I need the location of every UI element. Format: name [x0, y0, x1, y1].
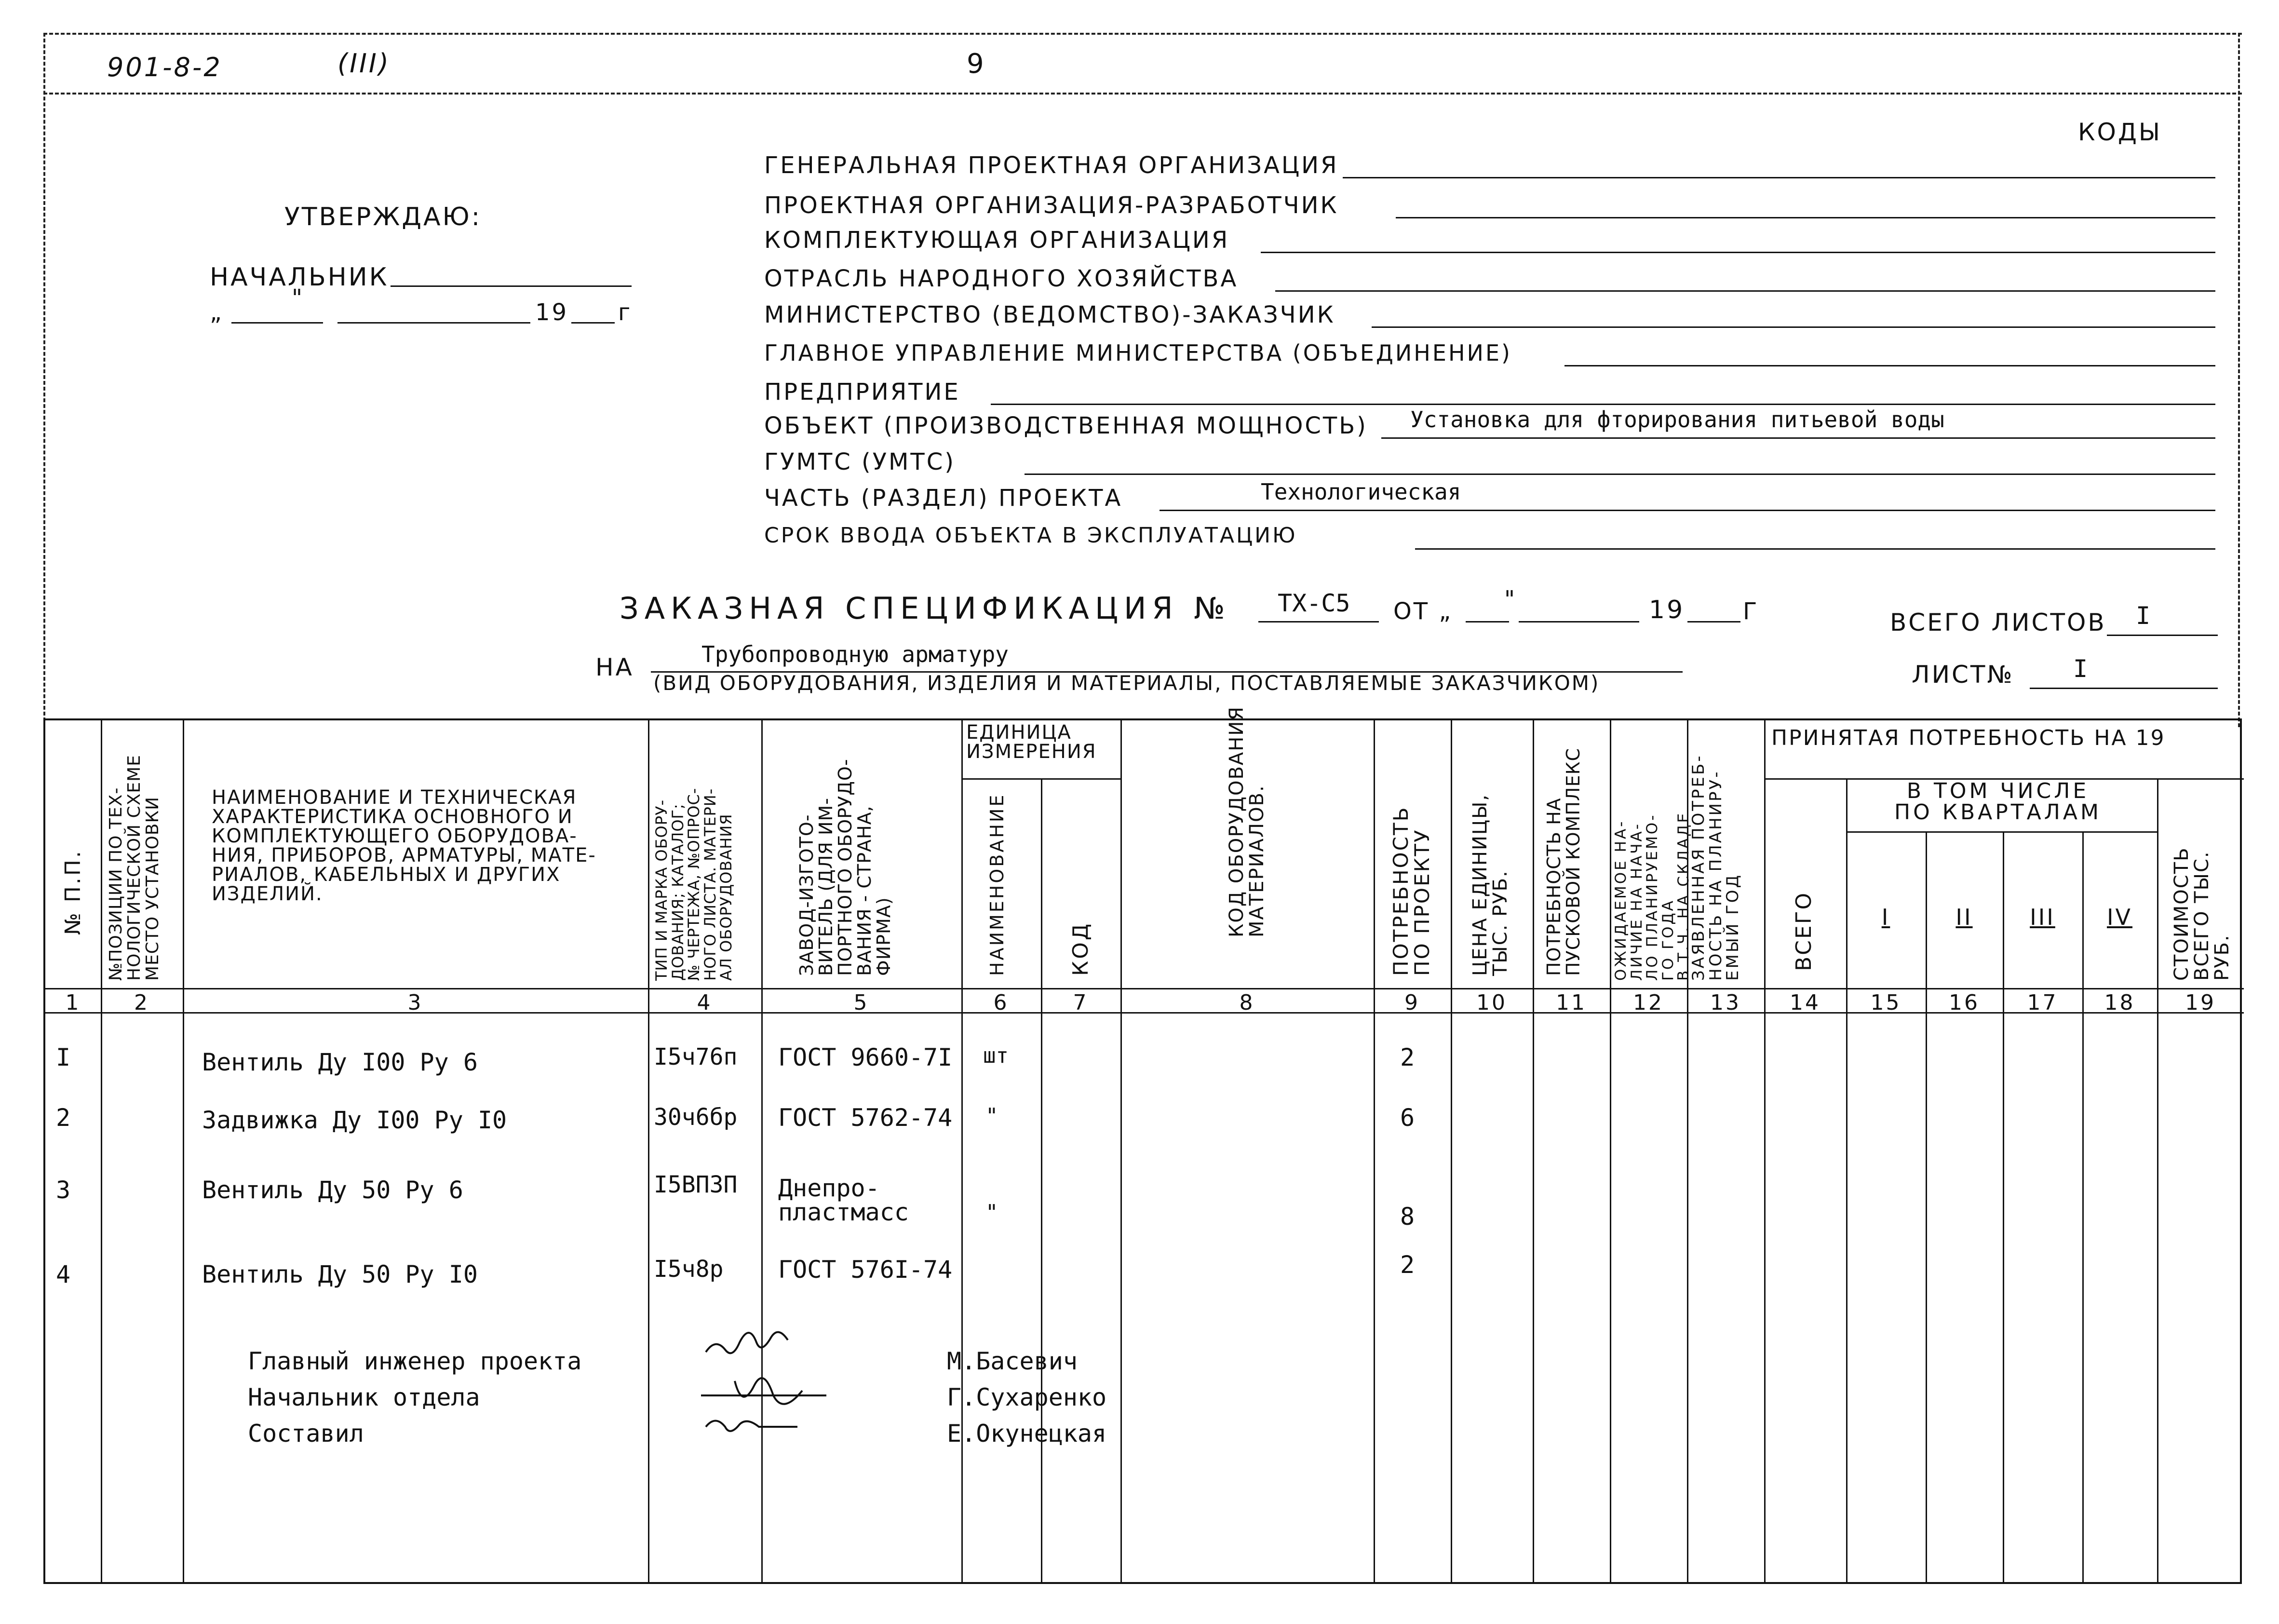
header-unit-code: КОД — [1068, 921, 1093, 976]
header-accepted: ПРИНЯТАЯ ПОТРЕБНОСТЬ НА 19 — [1771, 726, 2166, 750]
header-total: ВСЕГО — [1792, 891, 1816, 971]
approval-chief: НАЧАЛЬНИК — [210, 263, 389, 292]
org-field-label: ГЕНЕРАЛЬНАЯ ПРОЕКТНАЯ ОРГАНИЗАЦИЯ — [764, 152, 1339, 179]
spec-table — [43, 705, 2242, 1584]
col-number: 9 — [1404, 990, 1420, 1015]
header-demand: ПОТРЕБНОСТЬ ПО ПРОЕКТУ — [1389, 806, 1434, 976]
org-field-label: ГЛАВНОЕ УПРАВЛЕНИЕ МИНИСТЕРСТВА (ОБЪЕДИНЕНИЕ) — [764, 340, 1512, 366]
org-field — [764, 192, 2215, 221]
row-unit: " — [985, 1200, 998, 1225]
header-q4: IV — [2106, 904, 2133, 930]
org-field-label: ПРОЕКТНАЯ ОРГАНИЗАЦИЯ-РАЗРАБОТЧИК — [764, 192, 1339, 219]
spec-quote: " — [1504, 586, 1517, 613]
row-qty: 2 — [1400, 1251, 1415, 1279]
page-number: 9 — [967, 48, 986, 80]
signature-role: Главный инженер проекта — [248, 1347, 582, 1375]
signature-block — [45, 1347, 1299, 1492]
table-row — [45, 1171, 2244, 1253]
col-number: 1 — [65, 990, 81, 1015]
header-q1: I — [1881, 904, 1890, 930]
spec-g: Г — [1743, 598, 1759, 625]
album-number: (III) — [337, 48, 391, 79]
header-price: ЦЕНА ЕДИНИЦЫ, ТЫС. РУБ. — [1469, 794, 1511, 976]
col-number: 7 — [1073, 990, 1089, 1015]
handwritten-signatures — [696, 1323, 899, 1468]
col-number: 13 — [1710, 990, 1741, 1015]
row-number: 4 — [56, 1260, 71, 1288]
row-maker: Днепро- пластмасс — [778, 1174, 909, 1226]
approval-day-line — [231, 322, 323, 324]
row-name: Вентиль Ду 50 Ру 6 — [202, 1176, 463, 1204]
col-number: 11 — [1556, 990, 1587, 1015]
row-name: Вентиль Ду I00 Ру 6 — [202, 1048, 478, 1076]
col-number: 5 — [853, 990, 869, 1015]
org-field-value: Технологическая — [1261, 479, 1461, 505]
col-number: 6 — [993, 990, 1009, 1015]
row-type: 30ч6бр — [654, 1104, 738, 1131]
approval-g: г — [618, 299, 633, 326]
header-unit-group: ЕДИНИЦА ИЗМЕРЕНИЯ — [966, 721, 1097, 763]
approval-month-line — [337, 322, 530, 324]
codes-label: КОДЫ — [2078, 118, 2162, 146]
org-field — [764, 227, 2215, 256]
row-type: I5ч76п — [654, 1043, 738, 1070]
row-unit: " — [985, 1104, 998, 1128]
approval-date-mid: " — [292, 284, 305, 311]
approval-year-line — [571, 322, 615, 324]
spec-subject: Трубопроводную арматуру — [701, 641, 1009, 667]
header-name: НАИМЕНОВАНИЕ И ТЕХНИЧЕСКАЯ ХАРАКТЕРИСТИКА ОСНОВНОГО И КОМПЛЕКТУЮЩЕГО ОБОРУДОВА- НИЯ, ПРИБОРОВ, АРМАТУРЫ, МАТЕ- РИАЛОВ, КАБЕЛЬНЫХ И ДРУГИХ ИЗДЕЛИЙ. — [212, 786, 596, 905]
col-number: 8 — [1239, 990, 1255, 1015]
spec-day-line — [1466, 621, 1509, 623]
org-field — [764, 340, 2215, 369]
doc-code: 901-8-2 — [107, 52, 222, 82]
header-declared: ЗАЯВЛЕННАЯ ПОТРЕБ- НОСТЬ НА ПЛАНИРУ- ЕМЫЙ ГОД — [1689, 754, 1743, 981]
org-field-label: КОМПЛЕКТУЮЩАЯ ОРГАНИЗАЦИЯ — [764, 227, 1230, 254]
sheet-line — [2030, 688, 2218, 689]
row-name: Задвижка Ду I00 Ру I0 — [202, 1106, 507, 1134]
org-field-value: Установка для фторирования питьевой воды — [1410, 406, 1944, 433]
row-name: Вентиль Ду 50 Ру I0 — [202, 1260, 478, 1288]
signature-name: Г.Сухаренко — [947, 1383, 1107, 1411]
org-field-label: ОТРАСЛЬ НАРОДНОГО ХОЗЯЙСТВА — [764, 265, 1239, 292]
org-field — [764, 265, 2215, 294]
row-type: I5ВП3П — [654, 1171, 738, 1198]
row-unit: шт — [983, 1043, 1009, 1068]
spec-number-line — [1258, 621, 1379, 623]
spec-title: ЗАКАЗНАЯ СПЕЦИФИКАЦИЯ № — [620, 591, 1231, 626]
col-number: 14 — [1790, 990, 1821, 1015]
header-q3: III — [2030, 904, 2055, 930]
row-qty: 6 — [1400, 1104, 1415, 1132]
approval-date-open: „ — [210, 299, 224, 326]
row-qty: 2 — [1400, 1043, 1415, 1071]
table-row — [45, 1043, 2244, 1096]
org-field — [764, 406, 2215, 441]
header-startup: ПОТРЕБНОСТЬ НА ПУСКОВОЙ КОМПЛЕКС — [1543, 748, 1584, 976]
col-number: 4 — [697, 990, 713, 1015]
frame-top — [43, 33, 2242, 35]
row-number: 2 — [56, 1104, 71, 1132]
col-number: 17 — [2027, 990, 2058, 1015]
org-field — [764, 479, 2215, 514]
signature-role: Начальник отдела — [248, 1383, 480, 1411]
spec-on: НА — [595, 653, 634, 681]
header-q2: II — [1955, 904, 1973, 930]
table-row — [45, 1251, 2244, 1313]
approval-year: 19 — [535, 299, 569, 326]
header-quarters: В ТОМ ЧИСЛЕ ПО КВАРТАЛАМ — [1894, 779, 2102, 825]
col-number: 19 — [2185, 990, 2216, 1015]
sheet-label: ЛИСТ№ — [1912, 661, 2014, 689]
approval-title: УТВЕРЖДАЮ: — [284, 203, 482, 231]
frame-right — [2238, 33, 2240, 727]
col-number: 2 — [134, 990, 149, 1015]
org-field — [764, 152, 2215, 181]
signature-role: Составил — [248, 1420, 364, 1448]
col-number: 3 — [407, 990, 423, 1015]
header-unit-name: НАИМЕНОВАНИЕ — [986, 793, 1008, 976]
col-number: 15 — [1870, 990, 1901, 1015]
row-type: I5ч8р — [654, 1256, 724, 1283]
sheet-value: I — [2073, 655, 2088, 683]
header-type: ТИП И МАРКА ОБОРУ- ДОВАНИЯ; КАТАЛОГ; № ЧЕРТЕЖА, №ОПРОС- НОГО ЛИСТА. МАТЕРИ- АЛ ОБОРУДОВАНИЯ — [652, 787, 736, 981]
row-number: I — [56, 1043, 71, 1071]
approval-chief-line — [391, 285, 632, 287]
org-field-label: ПРЕДПРИЯТИЕ — [764, 379, 960, 406]
org-field-label: МИНИСТЕРСТВО (ВЕДОМСТВО)-ЗАКАЗЧИК — [764, 301, 1335, 328]
header-pp: № П.П. — [61, 849, 85, 935]
spec-year-line — [1687, 621, 1740, 623]
header-maker: ЗАВОД-ИЗГОТО- ВИТЕЛЬ (ДЛЯ ИМ- ПОРТНОГО ОБОРУДО- ВАНИЯ - СТРАНА, ФИРМА) — [796, 758, 894, 976]
frame-left — [43, 33, 45, 727]
spec-year: 19 — [1649, 595, 1685, 624]
col-number: 18 — [2104, 990, 2135, 1015]
total-sheets-label: ВСЕГО ЛИСТОВ — [1890, 609, 2106, 636]
total-sheets-value: I — [2136, 602, 2151, 630]
row-qty: 8 — [1400, 1203, 1415, 1231]
table-row — [45, 1104, 2244, 1157]
header-equipment-code: КОД ОБОРУДОВАНИЯ МАТЕРИАЛОВ. — [1226, 705, 1268, 937]
row-maker: ГОСТ 9660-7I — [778, 1043, 953, 1071]
org-field-label: ЧАСТЬ (РАЗДЕЛ) ПРОЕКТА — [764, 485, 1123, 512]
total-sheets-line — [2107, 635, 2218, 636]
frame-header-line — [43, 93, 2242, 95]
org-field — [764, 301, 2215, 330]
header-cost: СТОИМОСТЬ ВСЕГО ТЫС. РУБ. — [2171, 847, 2233, 981]
header-position: №ПОЗИЦИИ ПО ТЕХ- НОЛОГИЧЕСКОЙ СХЕМЕ МЕСТО УСТАНОВКИ — [106, 755, 162, 981]
signature-name: М.Басевич — [947, 1347, 1078, 1375]
col-number: 16 — [1949, 990, 1980, 1015]
row-number: 3 — [56, 1176, 71, 1204]
col-number-row — [45, 990, 2244, 1015]
spec-number: ТХ-С5 — [1278, 589, 1350, 617]
row-maker: ГОСТ 576I-74 — [778, 1256, 953, 1284]
spec-from: ОТ „ — [1393, 598, 1453, 625]
header-expected: ОЖИДАЕМОЕ НА- ЛИЧИЕ НА НАЧА- ЛО ПЛАНИРУЕМО- ГО ГОДА В Т.Ч. НА СКЛАДЕ — [1612, 811, 1693, 981]
org-field — [764, 523, 2215, 552]
org-field — [764, 379, 2215, 407]
col-number: 12 — [1633, 990, 1664, 1015]
spec-month-line — [1519, 621, 1639, 623]
org-field-label: СРОК ВВОДА ОБЪЕКТА В ЭКСПЛУАТАЦИЮ — [764, 523, 1297, 548]
org-field — [764, 448, 2215, 477]
spec-subject-caption: (ВИД ОБОРУДОВАНИЯ, ИЗДЕЛИЯ И МАТЕРИАЛЫ, ПОСТАВЛЯЕМЫЕ ЗАКАЗЧИКОМ) — [653, 671, 1600, 695]
org-field-label: ГУМТС (УМТС) — [764, 448, 956, 475]
row-maker: ГОСТ 5762-74 — [778, 1104, 953, 1132]
org-field-label: ОБЪЕКТ (ПРОИЗВОДСТВЕННАЯ МОЩНОСТЬ) — [764, 412, 1368, 439]
col-number: 10 — [1476, 990, 1507, 1015]
signature-name: Е.Окунецкая — [947, 1420, 1107, 1448]
